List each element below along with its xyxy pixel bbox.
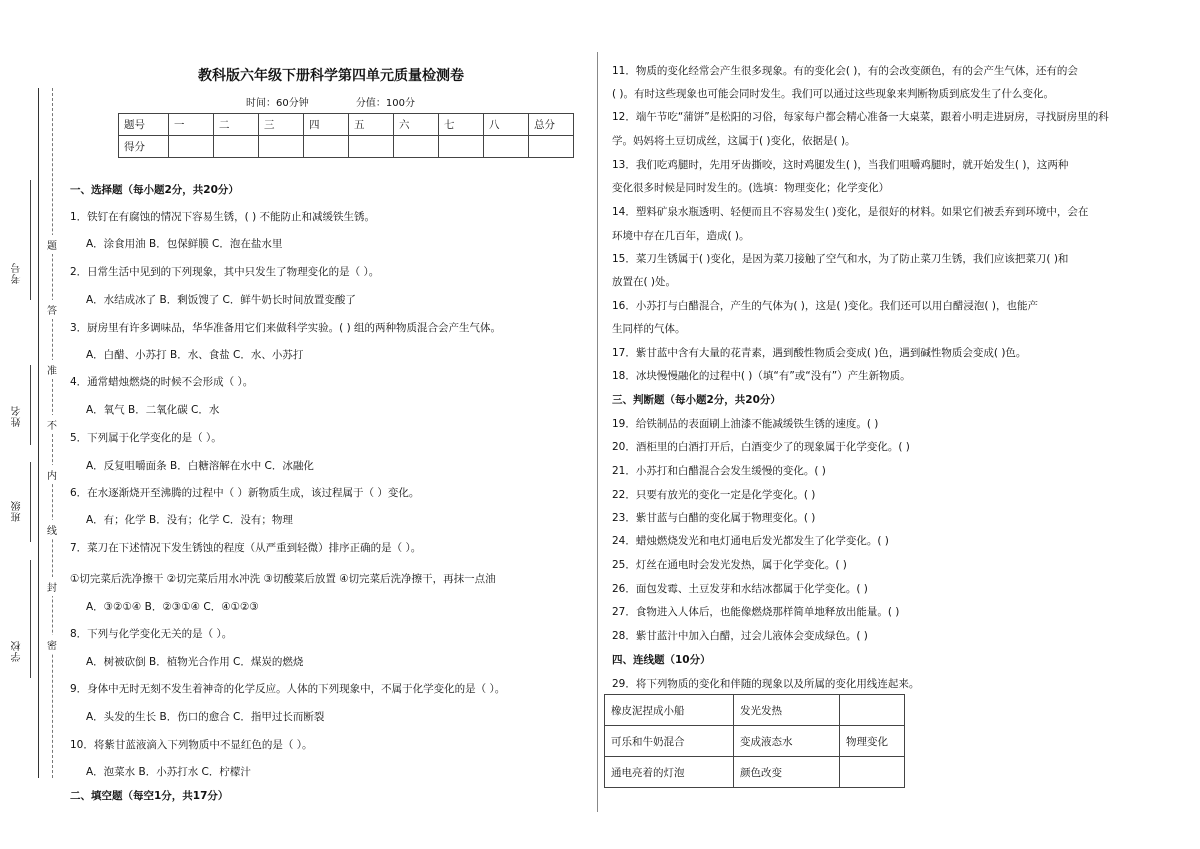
question-text: 2．日常生活中见到的下列现象，其中只发生了物理变化的是（ ）。: [70, 266, 380, 278]
match-substance[interactable]: 可乐和牛奶混合: [605, 726, 734, 757]
score-cell[interactable]: [304, 136, 349, 158]
question-text: 24．蜡烛燃烧发光和电灯通电后发光都发生了化学变化。( ): [612, 535, 889, 547]
answer-options: A．有；化学 B．没有；化学 C．没有；物理: [86, 514, 293, 526]
question-subitems: ①切完菜后洗净擦干 ②切完菜后用水冲洗 ③切酸菜后放置 ④切完菜后洗净擦干，再抹一点油: [70, 573, 496, 585]
score-header-cell: 六: [394, 114, 439, 136]
question-text: 环境中存在几百年，造成( )。: [612, 230, 750, 242]
seal-char: 不: [47, 415, 57, 434]
score-cell[interactable]: [349, 136, 394, 158]
exam-title: 教科版六年级下册科学第四单元质量检测卷: [198, 68, 464, 84]
question-text: 14．塑料矿泉水瓶透明、轻便而且不容易发生( )变化，是很好的材料。如果它们被丢弃到环境中，会在: [612, 206, 1089, 218]
question-text: 25．灯丝在通电时会发光发热，属于化学变化。( ): [612, 559, 847, 571]
section-heading-judge: 三、判断题（每小题2分，共20分）: [612, 394, 781, 406]
answer-options: A．水结成冰了 B．剩饭馊了 C．鲜牛奶长时间放置变酸了: [86, 294, 356, 306]
score-cell[interactable]: [394, 136, 439, 158]
score-table: [118, 113, 574, 158]
answer-options: A．树被砍倒 B．植物光合作用 C．煤炭的燃烧: [86, 656, 304, 668]
question-text: 22．只要有放光的变化一定是化学变化。( ): [612, 489, 816, 501]
answer-options: A．泡菜水 B．小苏打水 C．柠檬汁: [86, 766, 251, 778]
question-text: 28．紫甘蓝汁中加入白醋，过会儿液体会变成绿色。( ): [612, 630, 868, 642]
answer-options: A．反复咀嚼面条 B．白糖溶解在水中 C．冰融化: [86, 460, 314, 472]
class-field-label: 班级: [12, 500, 23, 522]
seal-char: 封: [47, 577, 57, 596]
question-text: 15．菜刀生锈属于( )变化，是因为菜刀接触了空气和水，为了防止菜刀生锈，我们应该把菜刀( )和: [612, 253, 1069, 265]
score-header-cell: 五: [349, 114, 394, 136]
score-header-cell: 总分: [529, 114, 574, 136]
margin-solid-line: [38, 88, 39, 778]
score-table-score-row: [119, 136, 574, 158]
table-row: [605, 726, 905, 757]
question-text: 3．厨房里有许多调味品，华华准备用它们来做科学实验。( ) 组的两种物质混合会产生气体。: [70, 322, 502, 334]
match-phenomenon[interactable]: 颜色改变: [734, 757, 840, 788]
match-change-type[interactable]: 物理变化: [840, 726, 905, 757]
total-score: 分值：100分: [355, 98, 416, 109]
name-field-line[interactable]: [30, 365, 31, 445]
score-cell[interactable]: [439, 136, 484, 158]
question-text: 学。妈妈将土豆切成丝，这属于( )变化，依据是( )。: [612, 135, 856, 147]
score-header-cell: 七: [439, 114, 484, 136]
question-text: 21．小苏打和白醋混合会发生缓慢的变化。( ): [612, 465, 826, 477]
seal-char: 题: [47, 235, 57, 254]
question-text: 生同样的气体。: [612, 323, 686, 335]
match-phenomenon[interactable]: 变成液态水: [734, 726, 840, 757]
score-cell[interactable]: [259, 136, 304, 158]
question-text: 4．通常蜡烛燃烧的时候不会形成（ ）。: [70, 376, 254, 388]
question-text: 5．下列属于化学变化的是（ ）。: [70, 432, 222, 444]
score-header-cell: 四: [304, 114, 349, 136]
matching-table: [604, 694, 905, 788]
name-field-label: 姓名: [12, 405, 23, 427]
score-cell[interactable]: [214, 136, 259, 158]
question-text: 12．端午节吃“蒲饼”是松阳的习俗，每家每户都会精心准备一大桌菜，跟着小明走进厨房，寻找厨房里的科: [612, 111, 1109, 123]
question-text: ( )。有时这些现象也可能会同时发生。我们可以通过这些现象来判断物质到底发生了什么变化。: [612, 88, 1055, 100]
exam-number-field-label: 考号: [12, 262, 23, 284]
school-field-line[interactable]: [30, 560, 31, 678]
question-text: 8．下列与化学变化无关的是（ ）。: [70, 628, 233, 640]
school-field-label: 学校: [12, 640, 23, 662]
table-row: [605, 757, 905, 788]
question-text: 23．紫甘蓝与白醋的变化属于物理变化。( ): [612, 512, 816, 524]
exam-number-field-line[interactable]: [30, 180, 31, 300]
question-text: 29．将下列物质的变化和伴随的现象以及所属的变化用线连起来。: [612, 678, 920, 690]
score-header-cell: 一: [169, 114, 214, 136]
column-divider: [597, 52, 598, 812]
question-text: 20．酒柜里的白酒打开后，白酒变少了的现象属于化学变化。( ): [612, 441, 910, 453]
seal-char: 线: [47, 520, 57, 539]
seal-char: 密: [47, 635, 57, 654]
question-text: 11．物质的变化经常会产生很多现象。有的变化会( )，有的会改变颜色，有的会产生气体，还有的会: [612, 65, 1078, 77]
seal-char: 准: [47, 360, 57, 379]
score-cell[interactable]: [169, 136, 214, 158]
question-text: 6．在水逐渐烧开至沸腾的过程中（ ）新物质生成，该过程属于（ ）变化。: [70, 487, 420, 499]
seal-char: 内: [47, 465, 57, 484]
score-row-label: 得分: [119, 136, 169, 158]
question-text: 1．铁钉在有腐蚀的情况下容易生锈，( ) 不能防止和减缓铁生锈。: [70, 211, 376, 223]
answer-options: A．白醋、小苏打 B．水、食盐 C．水、小苏打: [86, 349, 304, 361]
question-text: 27．食物进入人体后，也能像燃烧那样简单地释放出能量。( ): [612, 606, 900, 618]
match-change-type[interactable]: [840, 757, 905, 788]
score-header-cell: 八: [484, 114, 529, 136]
score-header-cell: 题号: [119, 114, 169, 136]
answer-options: A．③②①④ B．②③①④ C．④①②③: [86, 601, 259, 613]
match-substance[interactable]: 橡皮泥捏成小船: [605, 695, 734, 726]
section-heading-choice: 一、选择题（每小题2分，共20分）: [70, 184, 239, 196]
question-text: 9．身体中无时无刻不发生着神奇的化学反应。人体的下列现象中，不属于化学变化的是（ ）。: [70, 683, 506, 695]
answer-options: A．头发的生长 B．伤口的愈合 C．指甲过长而断裂: [86, 711, 325, 723]
match-phenomenon[interactable]: 发光发热: [734, 695, 840, 726]
seal-char: 答: [47, 300, 57, 319]
question-text: 10．将紫甘蓝液滴入下列物质中不显红色的是（ ）。: [70, 739, 313, 751]
answer-options: A．氧气 B．二氧化碳 C．水: [86, 404, 220, 416]
binding-margin: [0, 0, 60, 849]
table-row: [605, 695, 905, 726]
question-text: 17．紫甘蓝中含有大量的花青素，遇到酸性物质会变成( )色，遇到碱性物质会变成( )色。: [612, 347, 1027, 359]
score-header-cell: 三: [259, 114, 304, 136]
score-cell[interactable]: [529, 136, 574, 158]
match-substance[interactable]: 通电亮着的灯泡: [605, 757, 734, 788]
score-cell[interactable]: [484, 136, 529, 158]
question-text: 变化很多时候是同时发生的。(选填：物理变化；化学变化）: [612, 182, 890, 194]
time-limit: 时间：60分钟: [246, 98, 309, 109]
question-text: 26．面包发霉、土豆发芽和水结冰都属于化学变化。( ): [612, 583, 868, 595]
question-text: 19．给铁制品的表面刷上油漆不能减缓铁生锈的速度。( ): [612, 418, 879, 430]
question-text: 放置在( )处。: [612, 276, 677, 288]
answer-options: A．涂食用油 B．包保鲜膜 C．泡在盐水里: [86, 238, 283, 250]
match-change-type[interactable]: [840, 695, 905, 726]
section-heading-fill: 二、填空题（每空1分，共17分）: [70, 790, 229, 802]
section-heading-match: 四、连线题（10分）: [612, 654, 711, 666]
score-header-cell: 二: [214, 114, 259, 136]
question-text: 18．冰块慢慢融化的过程中( )（填“有”或“没有”）产生新物质。: [612, 370, 911, 382]
class-field-line[interactable]: [30, 462, 31, 542]
question-text: 16．小苏打与白醋混合，产生的气体为( )，这是( )变化。我们还可以用白醋浸泡( )，也能产: [612, 300, 1038, 312]
question-text: 7．菜刀在下述情况下发生锈蚀的程度（从严重到轻微）排序正确的是（ ）。: [70, 542, 422, 554]
score-table-header-row: [119, 114, 574, 136]
question-text: 13．我们吃鸡腿时，先用牙齿撕咬，这时鸡腿发生( )，当我们咀嚼鸡腿时，就开始发生( )，这两种: [612, 159, 1069, 171]
exam-meta: [246, 94, 459, 109]
